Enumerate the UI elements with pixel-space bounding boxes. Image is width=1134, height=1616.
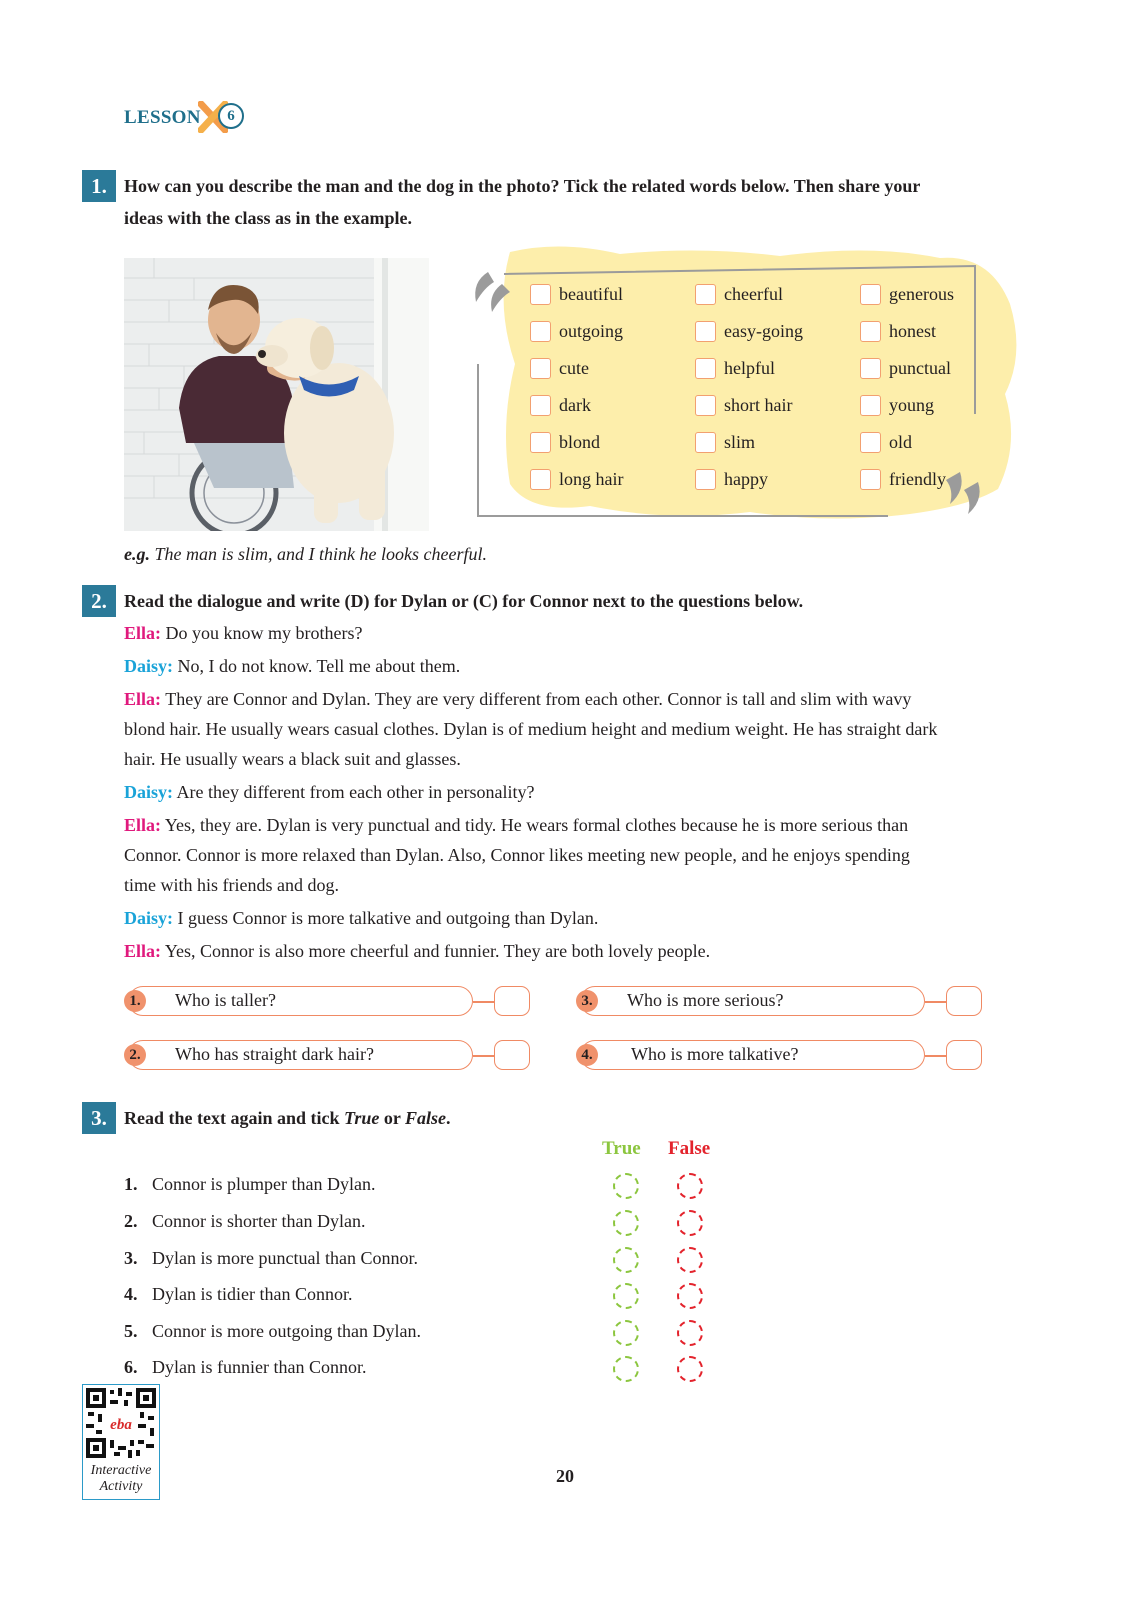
checkbox[interactable] — [695, 321, 716, 342]
dialogue-line: blond hair. He usually wears casual clothes. Dylan is of medium height and medium weight. He has straight dark — [124, 719, 938, 739]
statement-row: 2. Connor is shorter than Dylan. — [124, 1211, 366, 1231]
false-radio[interactable] — [677, 1173, 703, 1199]
checkbox[interactable] — [530, 395, 551, 416]
exercise-2-number: 2. — [82, 585, 116, 617]
false-radio[interactable] — [677, 1247, 703, 1273]
connector-line — [925, 1001, 946, 1003]
statement-row: 4. Dylan is tidier than Connor. — [124, 1284, 353, 1304]
checkbox[interactable] — [530, 358, 551, 379]
dialogue-line: Daisy: No, I do not know. Tell me about them. — [124, 656, 461, 676]
statement-row: 6. Dylan is funnier than Connor. — [124, 1357, 367, 1377]
speaker-ella: Ella: — [124, 689, 162, 709]
false-radio[interactable] — [677, 1320, 703, 1346]
true-radio[interactable] — [613, 1283, 639, 1309]
word-option[interactable]: long hair — [530, 466, 624, 492]
checkbox[interactable] — [530, 432, 551, 453]
example-text: The man is slim, and I think he looks cheerful. — [154, 544, 487, 564]
statement-row: 3. Dylan is more punctual than Connor. — [124, 1248, 418, 1268]
speaker-daisy: Daisy: — [124, 782, 173, 802]
question-pill: Who is more talkative? — [580, 1040, 925, 1070]
dialogue-line: time with his friends and dog. — [124, 875, 339, 895]
word-column-2 — [695, 281, 803, 492]
checkbox[interactable] — [530, 321, 551, 342]
speaker-ella: Ella: — [124, 623, 162, 643]
word-option[interactable]: beautiful — [530, 281, 624, 307]
true-radio[interactable] — [613, 1320, 639, 1346]
word-option[interactable]: cheerful — [695, 281, 803, 307]
dialogue-line: Ella: Do you know my brothers? — [124, 623, 363, 643]
false-radio[interactable] — [677, 1356, 703, 1382]
checkbox[interactable] — [695, 284, 716, 305]
checkbox[interactable] — [860, 358, 881, 379]
false-radio[interactable] — [677, 1283, 703, 1309]
question-number: 3. — [576, 990, 598, 1012]
word-column-3 — [860, 281, 954, 492]
exercise-1-number: 1. — [82, 170, 116, 202]
example-prefix: e.g. — [124, 544, 150, 564]
dialogue-line: Daisy: Are they different from each other in personality? — [124, 782, 535, 802]
word-option[interactable]: young — [860, 392, 954, 418]
word-option[interactable]: cute — [530, 355, 624, 381]
question-number: 4. — [576, 1044, 598, 1066]
speaker-ella: Ella: — [124, 941, 162, 961]
true-heading: True — [602, 1138, 641, 1159]
svg-text:eba: eba — [110, 1417, 132, 1433]
speaker-ella: Ella: — [124, 815, 162, 835]
question-pill: Who is taller? — [128, 986, 473, 1016]
answer-box[interactable] — [946, 1040, 982, 1070]
checkbox[interactable] — [695, 358, 716, 379]
instruction-line: ideas with the class as in the example. — [124, 208, 412, 228]
lesson-label: LESSON — [124, 107, 201, 128]
question-number: 1. — [124, 990, 146, 1012]
speaker-daisy: Daisy: — [124, 656, 173, 676]
example-sentence — [124, 544, 487, 565]
checkbox[interactable] — [860, 432, 881, 453]
connector-line — [925, 1055, 946, 1057]
word-option[interactable]: blond — [530, 429, 624, 455]
checkbox[interactable] — [860, 395, 881, 416]
word-option[interactable]: old — [860, 429, 954, 455]
word-option[interactable]: helpful — [695, 355, 803, 381]
checkbox[interactable] — [860, 469, 881, 490]
word-option[interactable]: outgoing — [530, 318, 624, 344]
word-option[interactable]: dark — [530, 392, 624, 418]
exercise-1-instruction — [124, 170, 1024, 234]
word-option[interactable]: punctual — [860, 355, 954, 381]
answer-box[interactable] — [494, 986, 530, 1016]
word-option[interactable]: generous — [860, 281, 954, 307]
checkbox[interactable] — [530, 469, 551, 490]
checkbox[interactable] — [695, 432, 716, 453]
word-option[interactable]: honest — [860, 318, 954, 344]
exercise-3-number: 3. — [82, 1102, 116, 1134]
exercise-3-instruction: Read the text again and tick True or False. — [124, 1108, 451, 1128]
checkbox[interactable] — [695, 395, 716, 416]
qr-code-icon[interactable] — [86, 1388, 156, 1458]
word-option[interactable]: slim — [695, 429, 803, 455]
dialogue-line: Ella: Yes, they are. Dylan is very punctual and tidy. He wears formal clothes because he is more serious than — [124, 815, 909, 835]
question-pill: Who has straight dark hair? — [128, 1040, 473, 1070]
question-pill: Who is more serious? — [580, 986, 925, 1016]
checkbox[interactable] — [860, 284, 881, 305]
statement-row: 1. Connor is plumper than Dylan. — [124, 1174, 376, 1194]
false-radio[interactable] — [677, 1210, 703, 1236]
connector-line — [473, 1055, 494, 1057]
checkbox[interactable] — [530, 284, 551, 305]
lesson-number: 6 — [218, 103, 244, 129]
speaker-daisy: Daisy: — [124, 908, 173, 928]
statement-row: 5. Connor is more outgoing than Dylan. — [124, 1321, 421, 1341]
true-radio[interactable] — [613, 1356, 639, 1382]
connector-line — [473, 1001, 494, 1003]
page-number: 20 — [556, 1466, 574, 1486]
dialogue-line: Ella: Yes, Connor is also more cheerful and funnier. They are both lovely people. — [124, 941, 711, 961]
exercise-2-instruction: Read the dialogue and write (D) for Dylan or (C) for Connor next to the questions below. — [124, 591, 804, 611]
dialogue-line: Daisy: I guess Connor is more talkative and outgoing than Dylan. — [124, 908, 599, 928]
man-and-dog-photo — [124, 258, 429, 531]
word-option[interactable]: happy — [695, 466, 803, 492]
true-radio[interactable] — [613, 1173, 639, 1199]
answer-box[interactable] — [494, 1040, 530, 1070]
dialogue-line: Ella: They are Connor and Dylan. They are very different from each other. Connor is tall and slim with wavy — [124, 689, 912, 709]
dialogue-line: Connor. Connor is more relaxed than Dylan. Also, Connor likes meeting new people, and he enjoys spending — [124, 845, 910, 865]
true-radio[interactable] — [613, 1247, 639, 1273]
answer-box[interactable] — [946, 986, 982, 1016]
instruction-line: How can you describe the man and the dog in the photo? Tick the related words below. Then share your — [124, 176, 921, 196]
false-heading: False — [668, 1138, 711, 1159]
checkbox[interactable] — [860, 321, 881, 342]
word-option[interactable]: easy-going — [695, 318, 803, 344]
word-column-1 — [530, 281, 624, 492]
true-radio[interactable] — [613, 1210, 639, 1236]
word-option[interactable]: short hair — [695, 392, 803, 418]
question-number: 2. — [124, 1044, 146, 1066]
interactive-activity-label: Interactive Activity — [90, 1463, 152, 1494]
word-option[interactable]: friendly — [860, 466, 954, 492]
checkbox[interactable] — [695, 469, 716, 490]
dialogue-line: hair. He usually wears a black suit and glasses. — [124, 749, 461, 769]
